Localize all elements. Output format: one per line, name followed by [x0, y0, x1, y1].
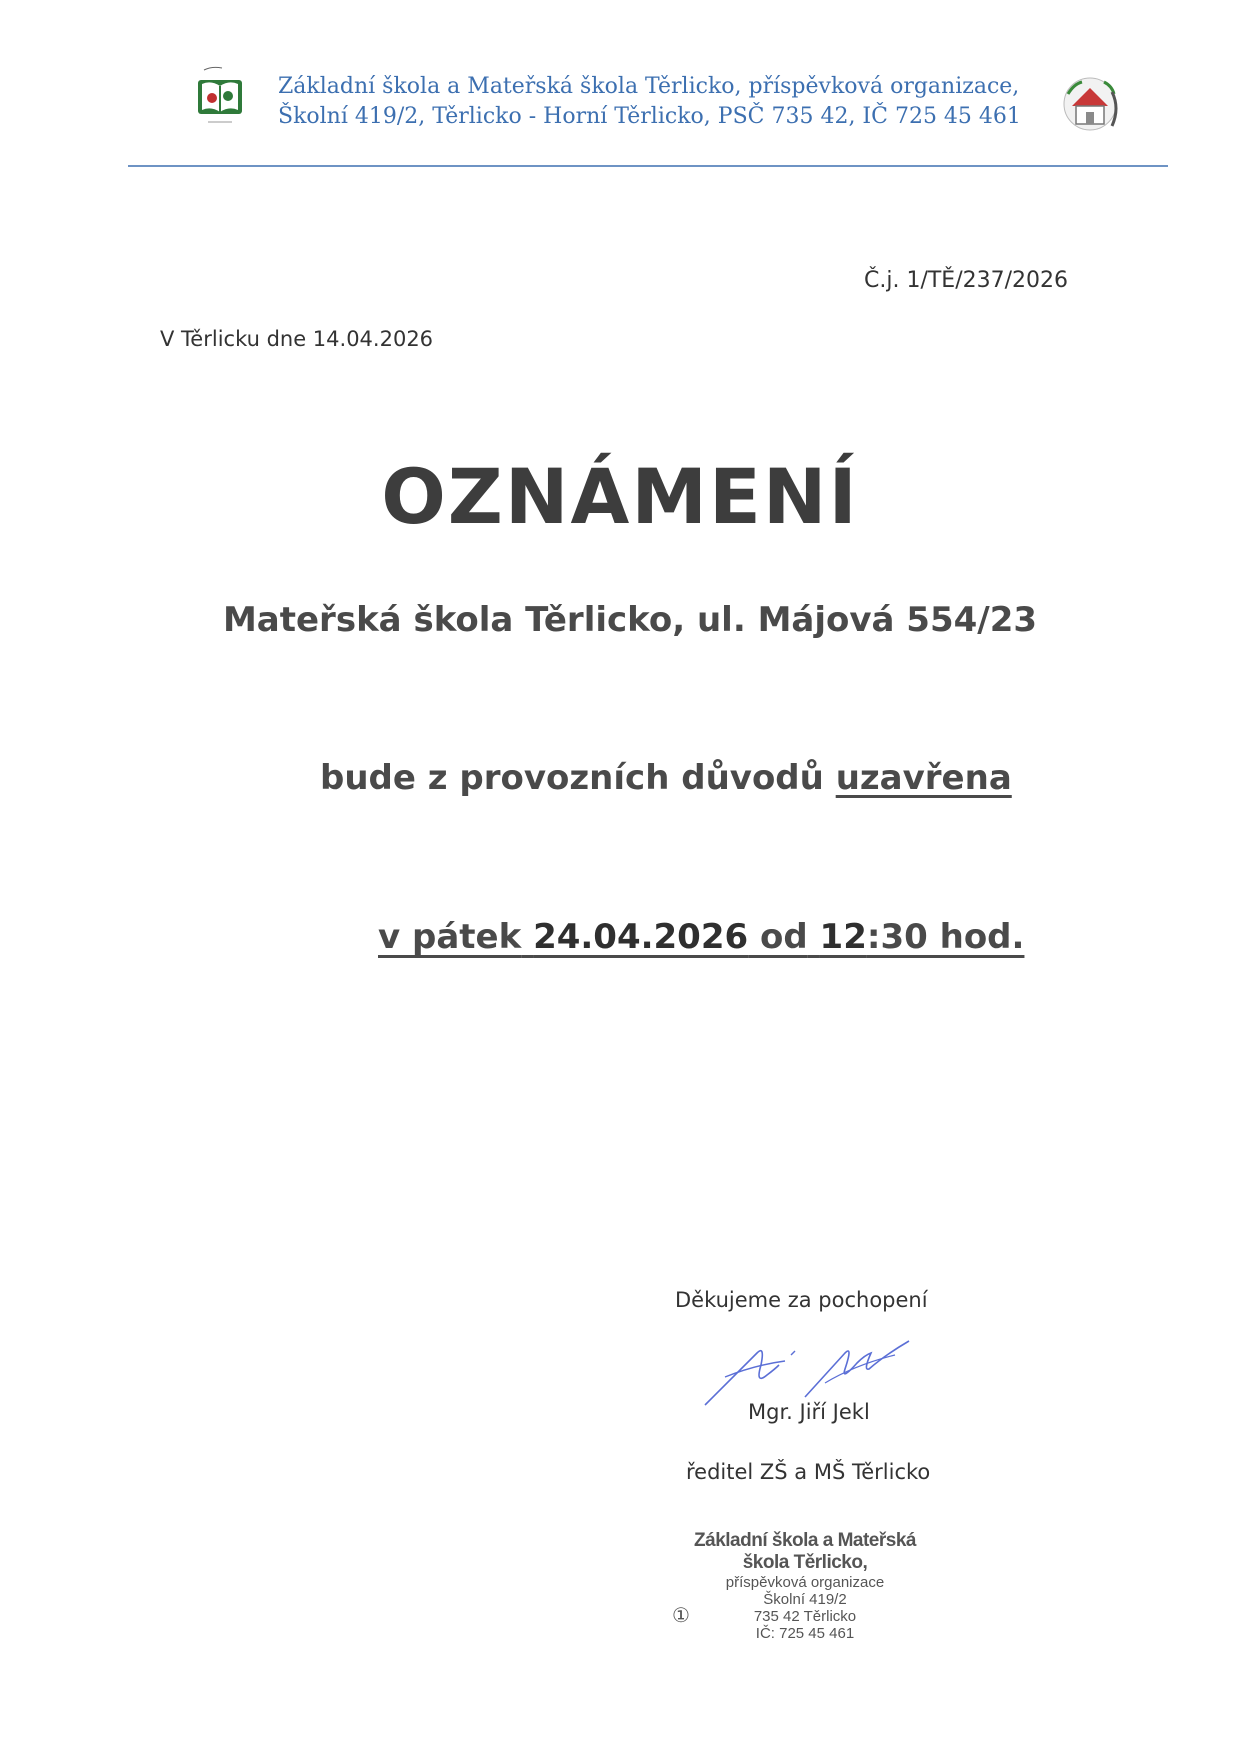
stamp-line-2: příspěvková organizace — [725, 1574, 885, 1591]
closure-date: 24.04.2026 — [533, 917, 749, 957]
closure-emphasis: uzavřena — [835, 758, 1012, 798]
stamp-line-4: 735 42 Těrlicko — [753, 1608, 857, 1625]
official-stamp — [670, 1530, 940, 1642]
closure-day: v pátek — [378, 917, 522, 957]
school-book-logo-icon — [190, 60, 250, 130]
kindergarten-address: Mateřská škola Těrlicko, ul. Májová 554/23 — [222, 600, 1038, 640]
closure-time-rest: :30 hod. — [866, 917, 1025, 957]
reference-number: Č.j. 1/TĚ/237/2026 — [864, 268, 1069, 293]
stamp-line-5: IČ: 725 45 461 — [755, 1625, 855, 1642]
page-title: OZNÁMENÍ — [381, 452, 859, 541]
stamp-line-1: Základní škola a Mateřská škola Těrlicko, — [694, 1530, 916, 1573]
stamp-line-3: Školní 419/2 — [763, 1591, 847, 1608]
thanks-text: Děkujeme za pochopení — [675, 1288, 928, 1312]
kindergarten-house-logo-icon — [1060, 72, 1126, 138]
stamp-number: ① — [672, 1603, 690, 1627]
header-address — [278, 72, 1021, 132]
closure-datetime — [378, 917, 1024, 957]
header-line-2: Školní 419/2, Těrlicko - Horní Těrlicko, PSČ 735 42, IČ 725 45 461 — [278, 104, 1021, 129]
header-line-1: Základní škola a Mateřská škola Těrlicko, příspěvková organizace, — [278, 74, 1020, 99]
closure-text: bude z provozních důvodů — [320, 758, 824, 798]
signer-role: ředitel ZŠ a MŠ Těrlicko — [686, 1460, 931, 1484]
closure-from: od — [760, 917, 808, 957]
signer-name: Mgr. Jiří Jekl — [748, 1400, 870, 1424]
header-divider — [128, 165, 1168, 167]
closure-hour: 12 — [819, 917, 867, 957]
closure-statement — [320, 758, 1012, 798]
date-line: V Těrlicku dne 14.04.2026 — [160, 327, 434, 351]
